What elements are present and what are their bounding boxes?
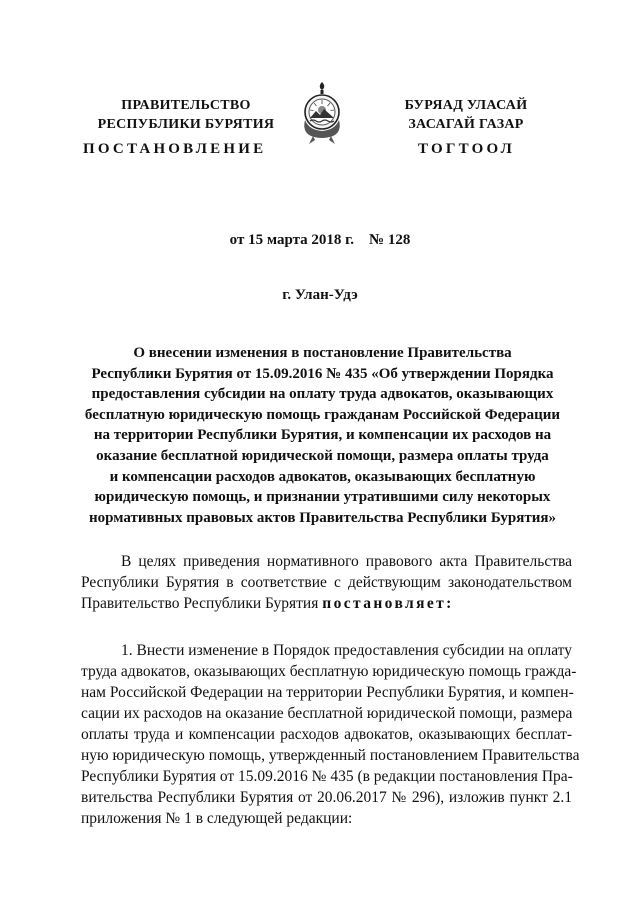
paragraph-line: вительства Республики Бурятия от 20.06.2017 № 296), изложив пункт 2.1 bbox=[81, 789, 572, 806]
title-line: бесплатную юридическую помощь гражданам Российской Федерации bbox=[84, 406, 561, 423]
preamble-line: Республики Бурятия в соответствие с действующим законодательством bbox=[81, 574, 572, 591]
title-line: Республики Бурятия от 15.09.2016 № 435 «Об утверждении Порядка bbox=[91, 365, 554, 382]
preamble-last-line bbox=[81, 593, 572, 614]
title-line: нормативных правовых актов Правительства Республики Бурятия» bbox=[89, 509, 556, 526]
preamble-paragraph bbox=[81, 551, 572, 614]
preamble-line: В целях приведения нормативного правового акта Правительства bbox=[121, 553, 572, 570]
header-left-org bbox=[96, 96, 276, 134]
buryatia-coat-of-arms-icon bbox=[299, 80, 345, 146]
doc-type-bua: ТОГТООЛ bbox=[418, 141, 515, 157]
decree-word: постановляет: bbox=[322, 595, 454, 612]
title-line: юридическую помощь, и признании утратившими силу некоторых bbox=[94, 489, 551, 506]
paragraph-line: Республики Бурятия от 15.09.2016 № 435 (в редакции постановления Пра- bbox=[81, 768, 573, 785]
header-left-line: РЕСПУБЛИКИ БУРЯТИЯ bbox=[97, 117, 275, 132]
doc-title bbox=[70, 343, 575, 528]
paragraph-line: нам Российской Федерации на территории Республики Бурятия, и компен- bbox=[81, 684, 574, 701]
paragraph-line: труда адвокатов, оказывающих бесплатную юридическую помощь гражда- bbox=[81, 663, 577, 680]
paragraph-line: сации их расходов на оказание бесплатной юридической помощи, размера bbox=[81, 705, 573, 722]
paragraph-line: оплаты труда и компенсации расходов адвокатов, оказывающих бесплат- bbox=[81, 726, 572, 743]
paragraph-line: приложения № 1 в следующей редакции: bbox=[81, 810, 353, 827]
header-right-line: БУРЯАД УЛАСАЙ bbox=[404, 98, 528, 113]
paragraph-1 bbox=[81, 640, 580, 829]
title-line: на территории Республики Бурятия, и компенсации их расходов на bbox=[93, 427, 552, 444]
header-right-org bbox=[386, 96, 546, 134]
title-line: предоставления субсидии на оплату труда адвокатов, оказывающих bbox=[91, 386, 554, 403]
header-right-line: ЗАСАГАЙ ГАЗАР bbox=[408, 117, 524, 132]
doc-date: от 15 марта 2018 г. bbox=[229, 232, 355, 248]
doc-number: № 128 bbox=[369, 232, 411, 248]
preamble-prefix: Правительство Республики Бурятия bbox=[81, 595, 323, 612]
header-left-line: ПРАВИТЕЛЬСТВО bbox=[121, 98, 251, 113]
title-line: О внесении изменения в постановление Правительства bbox=[133, 345, 512, 361]
doc-type-ru: ПОСТАНОВЛЕНИЕ bbox=[83, 141, 267, 157]
title-line: оказание бесплатной юридической помощи, размера оплаты труда bbox=[96, 447, 549, 464]
date-number-line bbox=[0, 232, 640, 249]
doc-city: г. Улан-Удэ bbox=[282, 287, 358, 303]
title-line: и компенсации расходов адвокатов, оказывающих бесплатную bbox=[109, 468, 536, 485]
paragraph-line: 1. Внести изменение в Порядок предоставления субсидии на оплату bbox=[121, 642, 572, 659]
paragraph-line: ную юридическую помощь, утвержденный постановлением Правительства bbox=[81, 747, 580, 764]
